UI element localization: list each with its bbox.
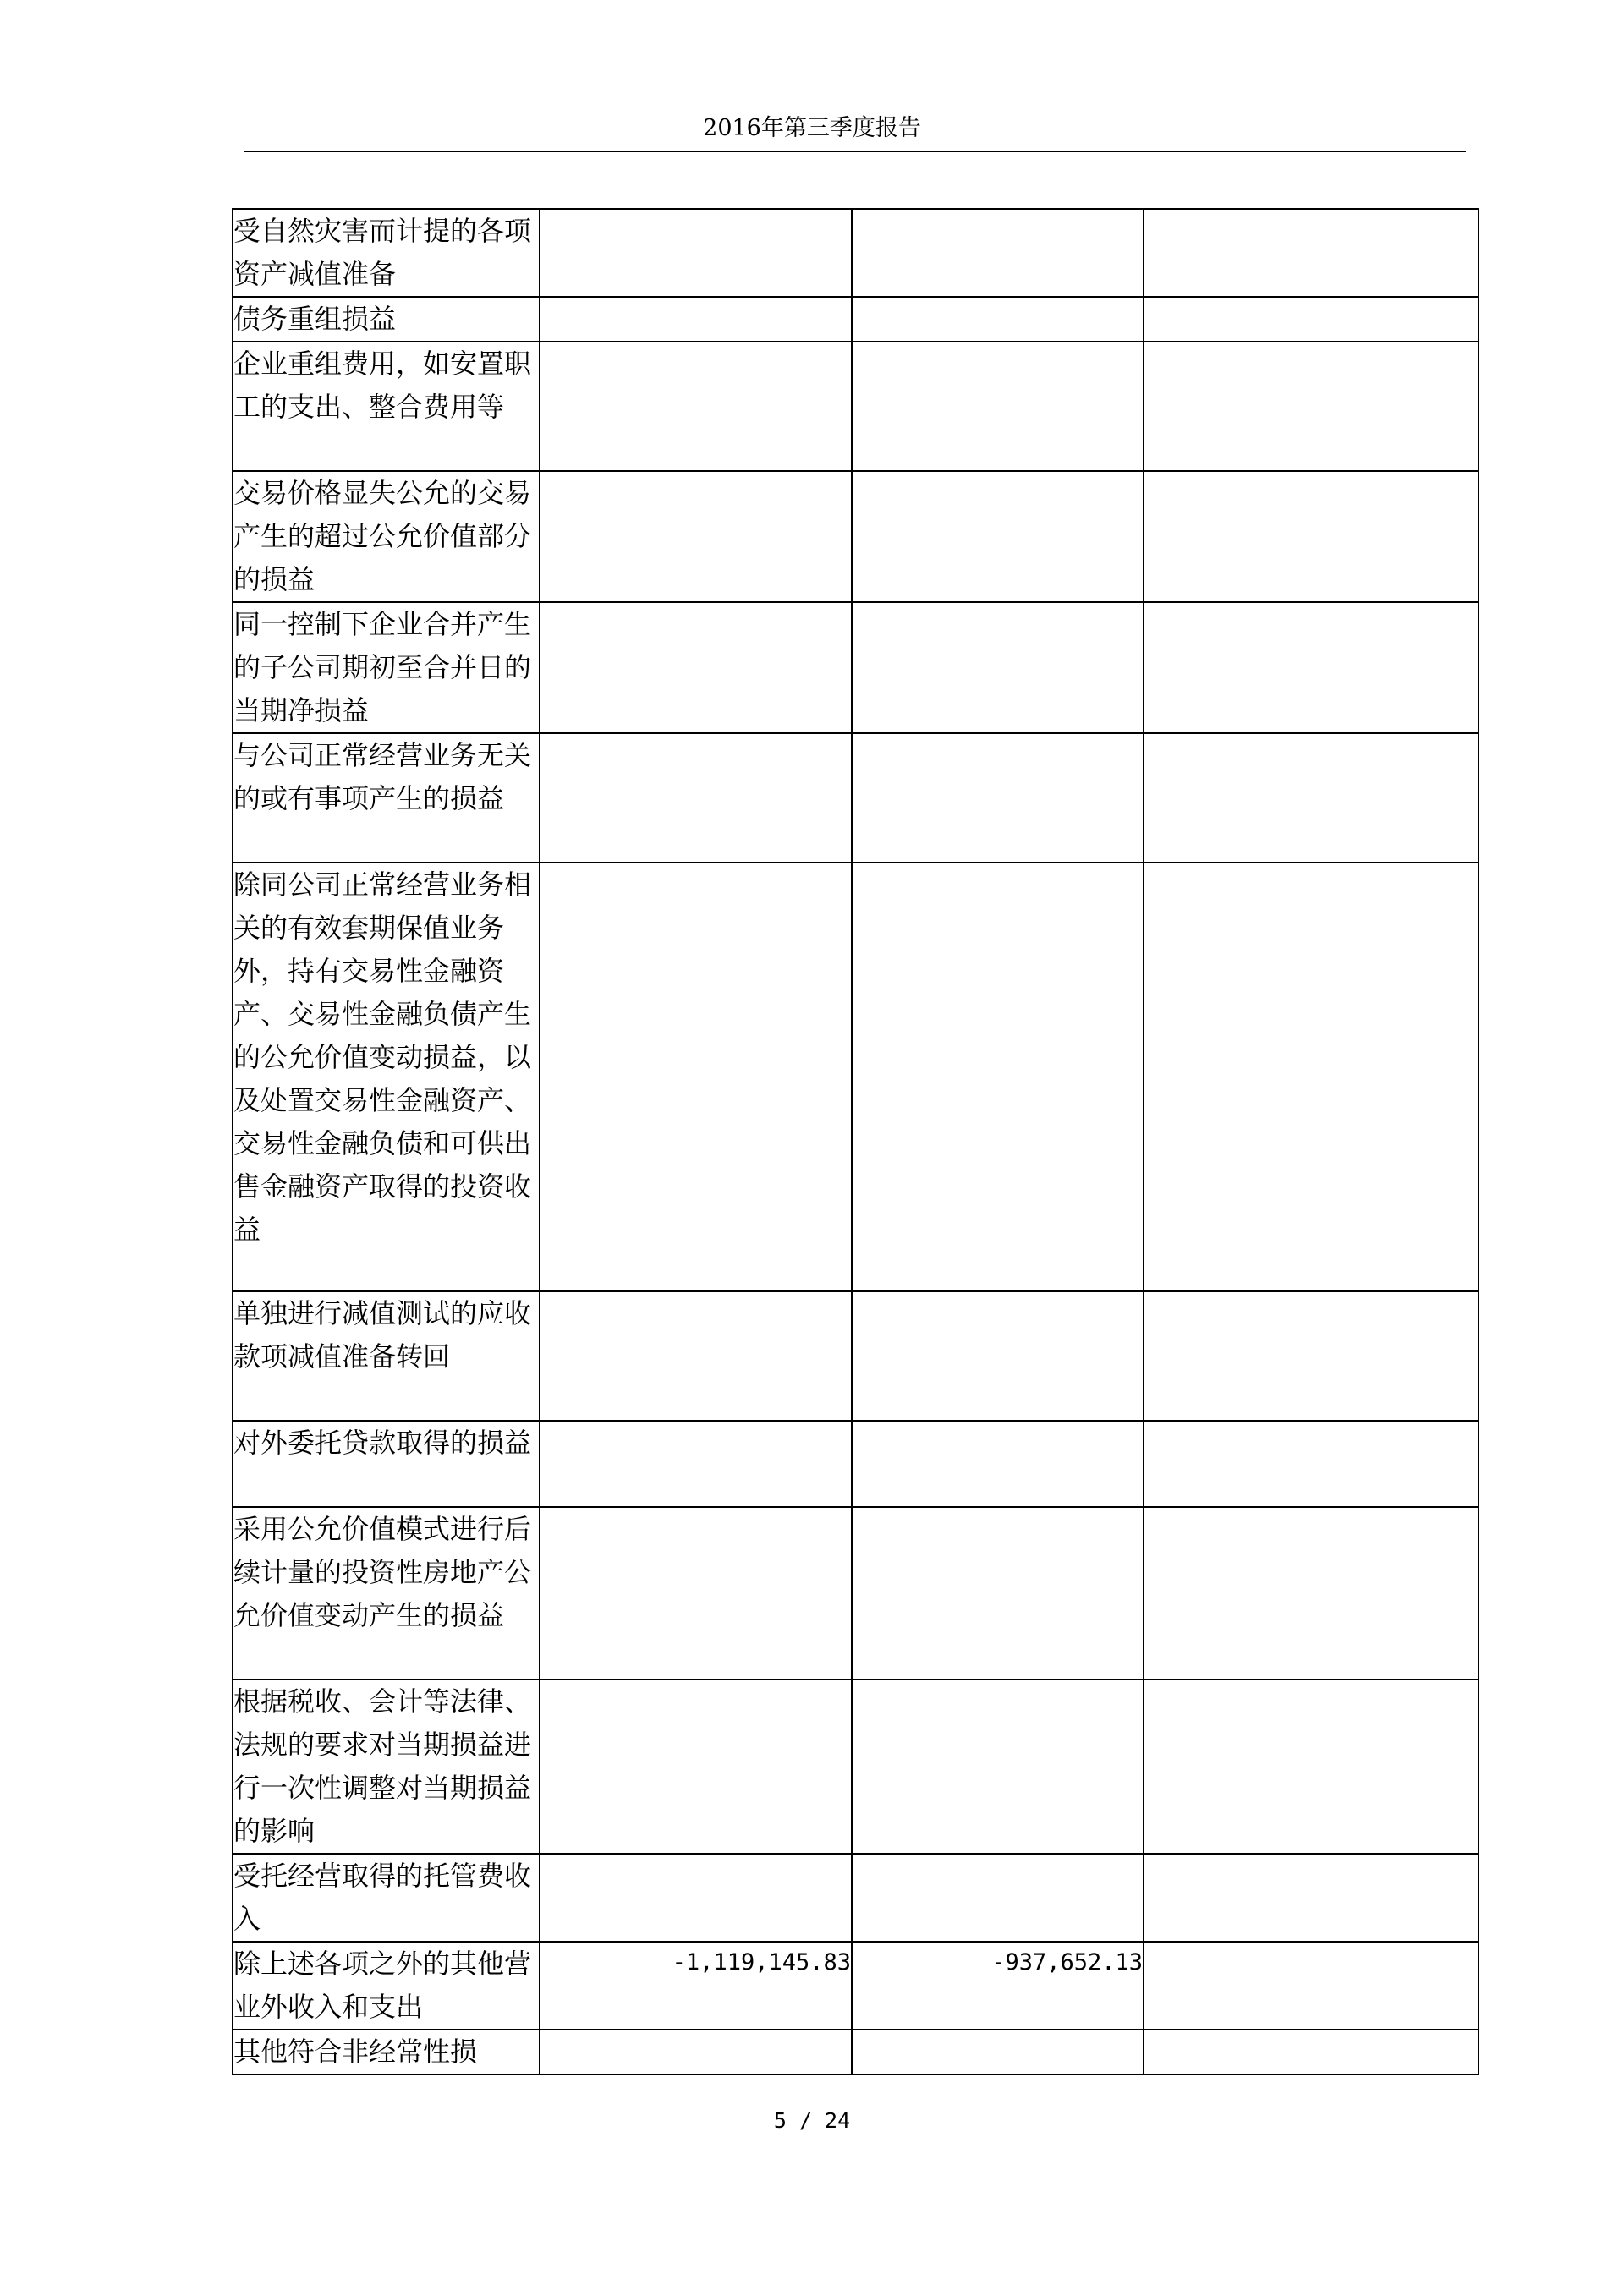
year-to-date-value xyxy=(852,602,1144,733)
year-to-date-value xyxy=(852,1421,1144,1507)
year-to-date-value xyxy=(852,1507,1144,1680)
year-to-date-value xyxy=(852,1680,1144,1854)
remark-cell xyxy=(1144,863,1479,1291)
year-to-date-value xyxy=(852,2030,1144,2074)
item-label: 与公司正常经营业务无关的或有事项产生的损益 xyxy=(233,733,540,863)
current-period-value xyxy=(540,2030,852,2074)
table-row xyxy=(233,733,1479,863)
current-period-value: -1,119,145.83 xyxy=(540,1942,852,2030)
remark-cell xyxy=(1144,2030,1479,2074)
current-period-value xyxy=(540,1291,852,1421)
table-row xyxy=(233,342,1479,471)
header-divider xyxy=(244,151,1466,152)
remark-cell xyxy=(1144,209,1479,297)
item-label: 对外委托贷款取得的损益 xyxy=(233,1421,540,1507)
remark-cell xyxy=(1144,733,1479,863)
remark-cell xyxy=(1144,1680,1479,1854)
table-row xyxy=(233,209,1479,297)
table-row xyxy=(233,1854,1479,1942)
current-period-value xyxy=(540,471,852,602)
table-row xyxy=(233,297,1479,342)
year-to-date-value xyxy=(852,863,1144,1291)
year-to-date-value xyxy=(852,1854,1144,1942)
item-label: 除同公司正常经营业务相关的有效套期保值业务外，持有交易性金融资产、交易性金融负债产生的公允价值变动损益，以及处置交易性金融资产、交易性金融负债和可供出售金融资产取得的投资收益 xyxy=(233,863,540,1291)
item-label: 企业重组费用，如安置职工的支出、整合费用等 xyxy=(233,342,540,471)
item-label: 交易价格显失公允的交易产生的超过公允价值部分的损益 xyxy=(233,471,540,602)
remark-cell xyxy=(1144,342,1479,471)
item-label: 采用公允价值模式进行后续计量的投资性房地产公允价值变动产生的损益 xyxy=(233,1507,540,1680)
item-label: 受自然灾害而计提的各项资产减值准备 xyxy=(233,209,540,297)
table-row xyxy=(233,602,1479,733)
table-row xyxy=(233,863,1479,1291)
current-period-value xyxy=(540,342,852,471)
year-to-date-value xyxy=(852,209,1144,297)
remark-cell xyxy=(1144,1942,1479,2030)
remark-cell xyxy=(1144,1421,1479,1507)
year-to-date-value xyxy=(852,1291,1144,1421)
page-number: 5 / 24 xyxy=(773,2108,851,2133)
year-to-date-value: -937,652.13 xyxy=(852,1942,1144,2030)
remark-cell xyxy=(1144,1854,1479,1942)
table-row xyxy=(233,1421,1479,1507)
current-period-value xyxy=(540,733,852,863)
non-recurring-items-table xyxy=(232,208,1479,2075)
remark-cell xyxy=(1144,1507,1479,1680)
item-label: 单独进行减值测试的应收款项减值准备转回 xyxy=(233,1291,540,1421)
table-row xyxy=(233,1507,1479,1680)
table-row xyxy=(233,471,1479,602)
item-label: 除上述各项之外的其他营业外收入和支出 xyxy=(233,1942,540,2030)
remark-cell xyxy=(1144,1291,1479,1421)
item-label: 其他符合非经常性损 xyxy=(233,2030,540,2074)
table-row xyxy=(233,1680,1479,1854)
remark-cell xyxy=(1144,602,1479,733)
table-row xyxy=(233,1942,1479,2030)
table-row xyxy=(233,1291,1479,1421)
table-row xyxy=(233,2030,1479,2074)
report-header-title: 2016年第三季度报告 xyxy=(703,115,921,141)
year-to-date-value xyxy=(852,297,1144,342)
current-period-value xyxy=(540,602,852,733)
year-to-date-value xyxy=(852,471,1144,602)
current-period-value xyxy=(540,1854,852,1942)
item-label: 同一控制下企业合并产生的子公司期初至合并日的当期净损益 xyxy=(233,602,540,733)
year-to-date-value xyxy=(852,342,1144,471)
remark-cell xyxy=(1144,471,1479,602)
current-period-value xyxy=(540,209,852,297)
item-label: 债务重组损益 xyxy=(233,297,540,342)
year-to-date-value xyxy=(852,733,1144,863)
item-label: 根据税收、会计等法律、法规的要求对当期损益进行一次性调整对当期损益的影响 xyxy=(233,1680,540,1854)
remark-cell xyxy=(1144,297,1479,342)
current-period-value xyxy=(540,297,852,342)
current-period-value xyxy=(540,1507,852,1680)
item-label: 受托经营取得的托管费收入 xyxy=(233,1854,540,1942)
current-period-value xyxy=(540,1421,852,1507)
current-period-value xyxy=(540,1680,852,1854)
current-period-value xyxy=(540,863,852,1291)
